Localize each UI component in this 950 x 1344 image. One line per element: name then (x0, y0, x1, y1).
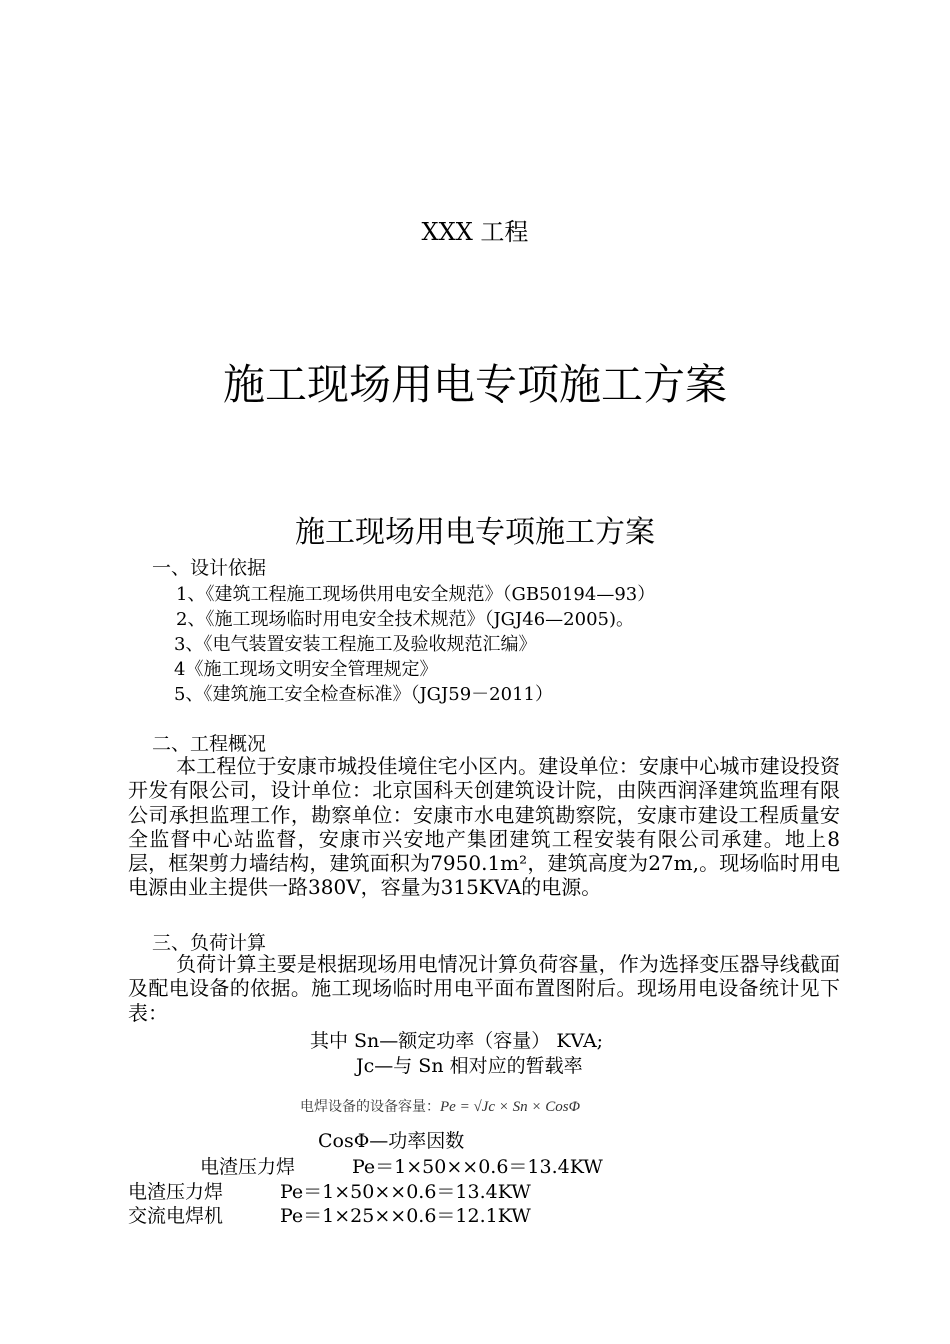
jc-definition: Jc—与 Sn 相对应的暂载率 (356, 1055, 583, 1077)
equipment-name: 交流电焊机 (128, 1205, 224, 1227)
equipment-expr: Pe＝1×50××0.6＝13.4KW (352, 1156, 603, 1178)
load-calc-paragraph (128, 952, 840, 1025)
equipment-name: 电渣压力焊 (128, 1181, 224, 1203)
section-heading-overview: 二、工程概况 (152, 733, 267, 755)
project-title: XXX 工程 (421, 218, 529, 246)
section-heading-load-calc: 三、负荷计算 (152, 932, 267, 954)
reference-item: 5、《建筑施工安全检查标准》（JGJ59－2011） (174, 684, 553, 705)
equipment-expr: Pe＝1×50××0.6＝13.4KW (280, 1181, 531, 1203)
load-calc-text: 负荷计算主要是根据现场用电情况计算负荷容量，作为选择变压器导线截面及配电设备的依据。施工现场临时用电平面布置图附后。现场用电设备统计见下表： (128, 952, 840, 1025)
sn-definition: 其中 Sn—额定功率（容量） KVA; (310, 1030, 604, 1052)
reference-item: 4《施工现场文明安全管理规定》 (174, 659, 438, 680)
formula-label: 电焊设备的设备容量： (300, 1099, 440, 1115)
calc-row (128, 1177, 531, 1204)
formula-math: Pe = √Jc × Sn × CosΦ (440, 1099, 580, 1115)
calc-row (128, 1201, 531, 1228)
reference-item: 2、《施工现场临时用电安全技术规范》（JGJ46—2005)。 (176, 609, 634, 630)
reference-item: 3、《电气装置安装工程施工及验收规范汇编》 (174, 634, 537, 655)
section-heading-design-basis: 一、设计依据 (152, 557, 267, 579)
equipment-name: 电渣压力焊 (200, 1156, 296, 1178)
overview-text: 本工程位于安康市城投佳境住宅小区内。建设单位：安康中心城市建设投资开发有限公司，设计单位：北京国科天创建筑设计院，由陕西润泽建筑监理有限公司承担监理工作，勘察单位：安康市水电建筑勘察院，安康市建设工程质量安全监督中心站监督，安康市兴安地产集团建筑工程安装有限公司承建。地上8层，框架剪力墙结构，建筑面积为7950.1m²，建筑高度为27m,。现场临时用电电源由业主提供一路380V，容量为315KVA的电源。 (128, 754, 840, 900)
cos-definition: CosΦ—功率因数 (318, 1130, 465, 1152)
overview-paragraph (128, 754, 840, 900)
sub-title: 施工现场用电专项施工方案 (295, 515, 655, 550)
calc-row (200, 1152, 603, 1179)
reference-item: 1、《建筑工程施工现场供用电安全规范》（GB50194—93） (176, 584, 656, 605)
main-title: 施工现场用电专项施工方案 (222, 360, 727, 409)
welding-capacity-formula (300, 1096, 580, 1116)
equipment-expr: Pe＝1×25××0.6＝12.1KW (280, 1205, 531, 1227)
